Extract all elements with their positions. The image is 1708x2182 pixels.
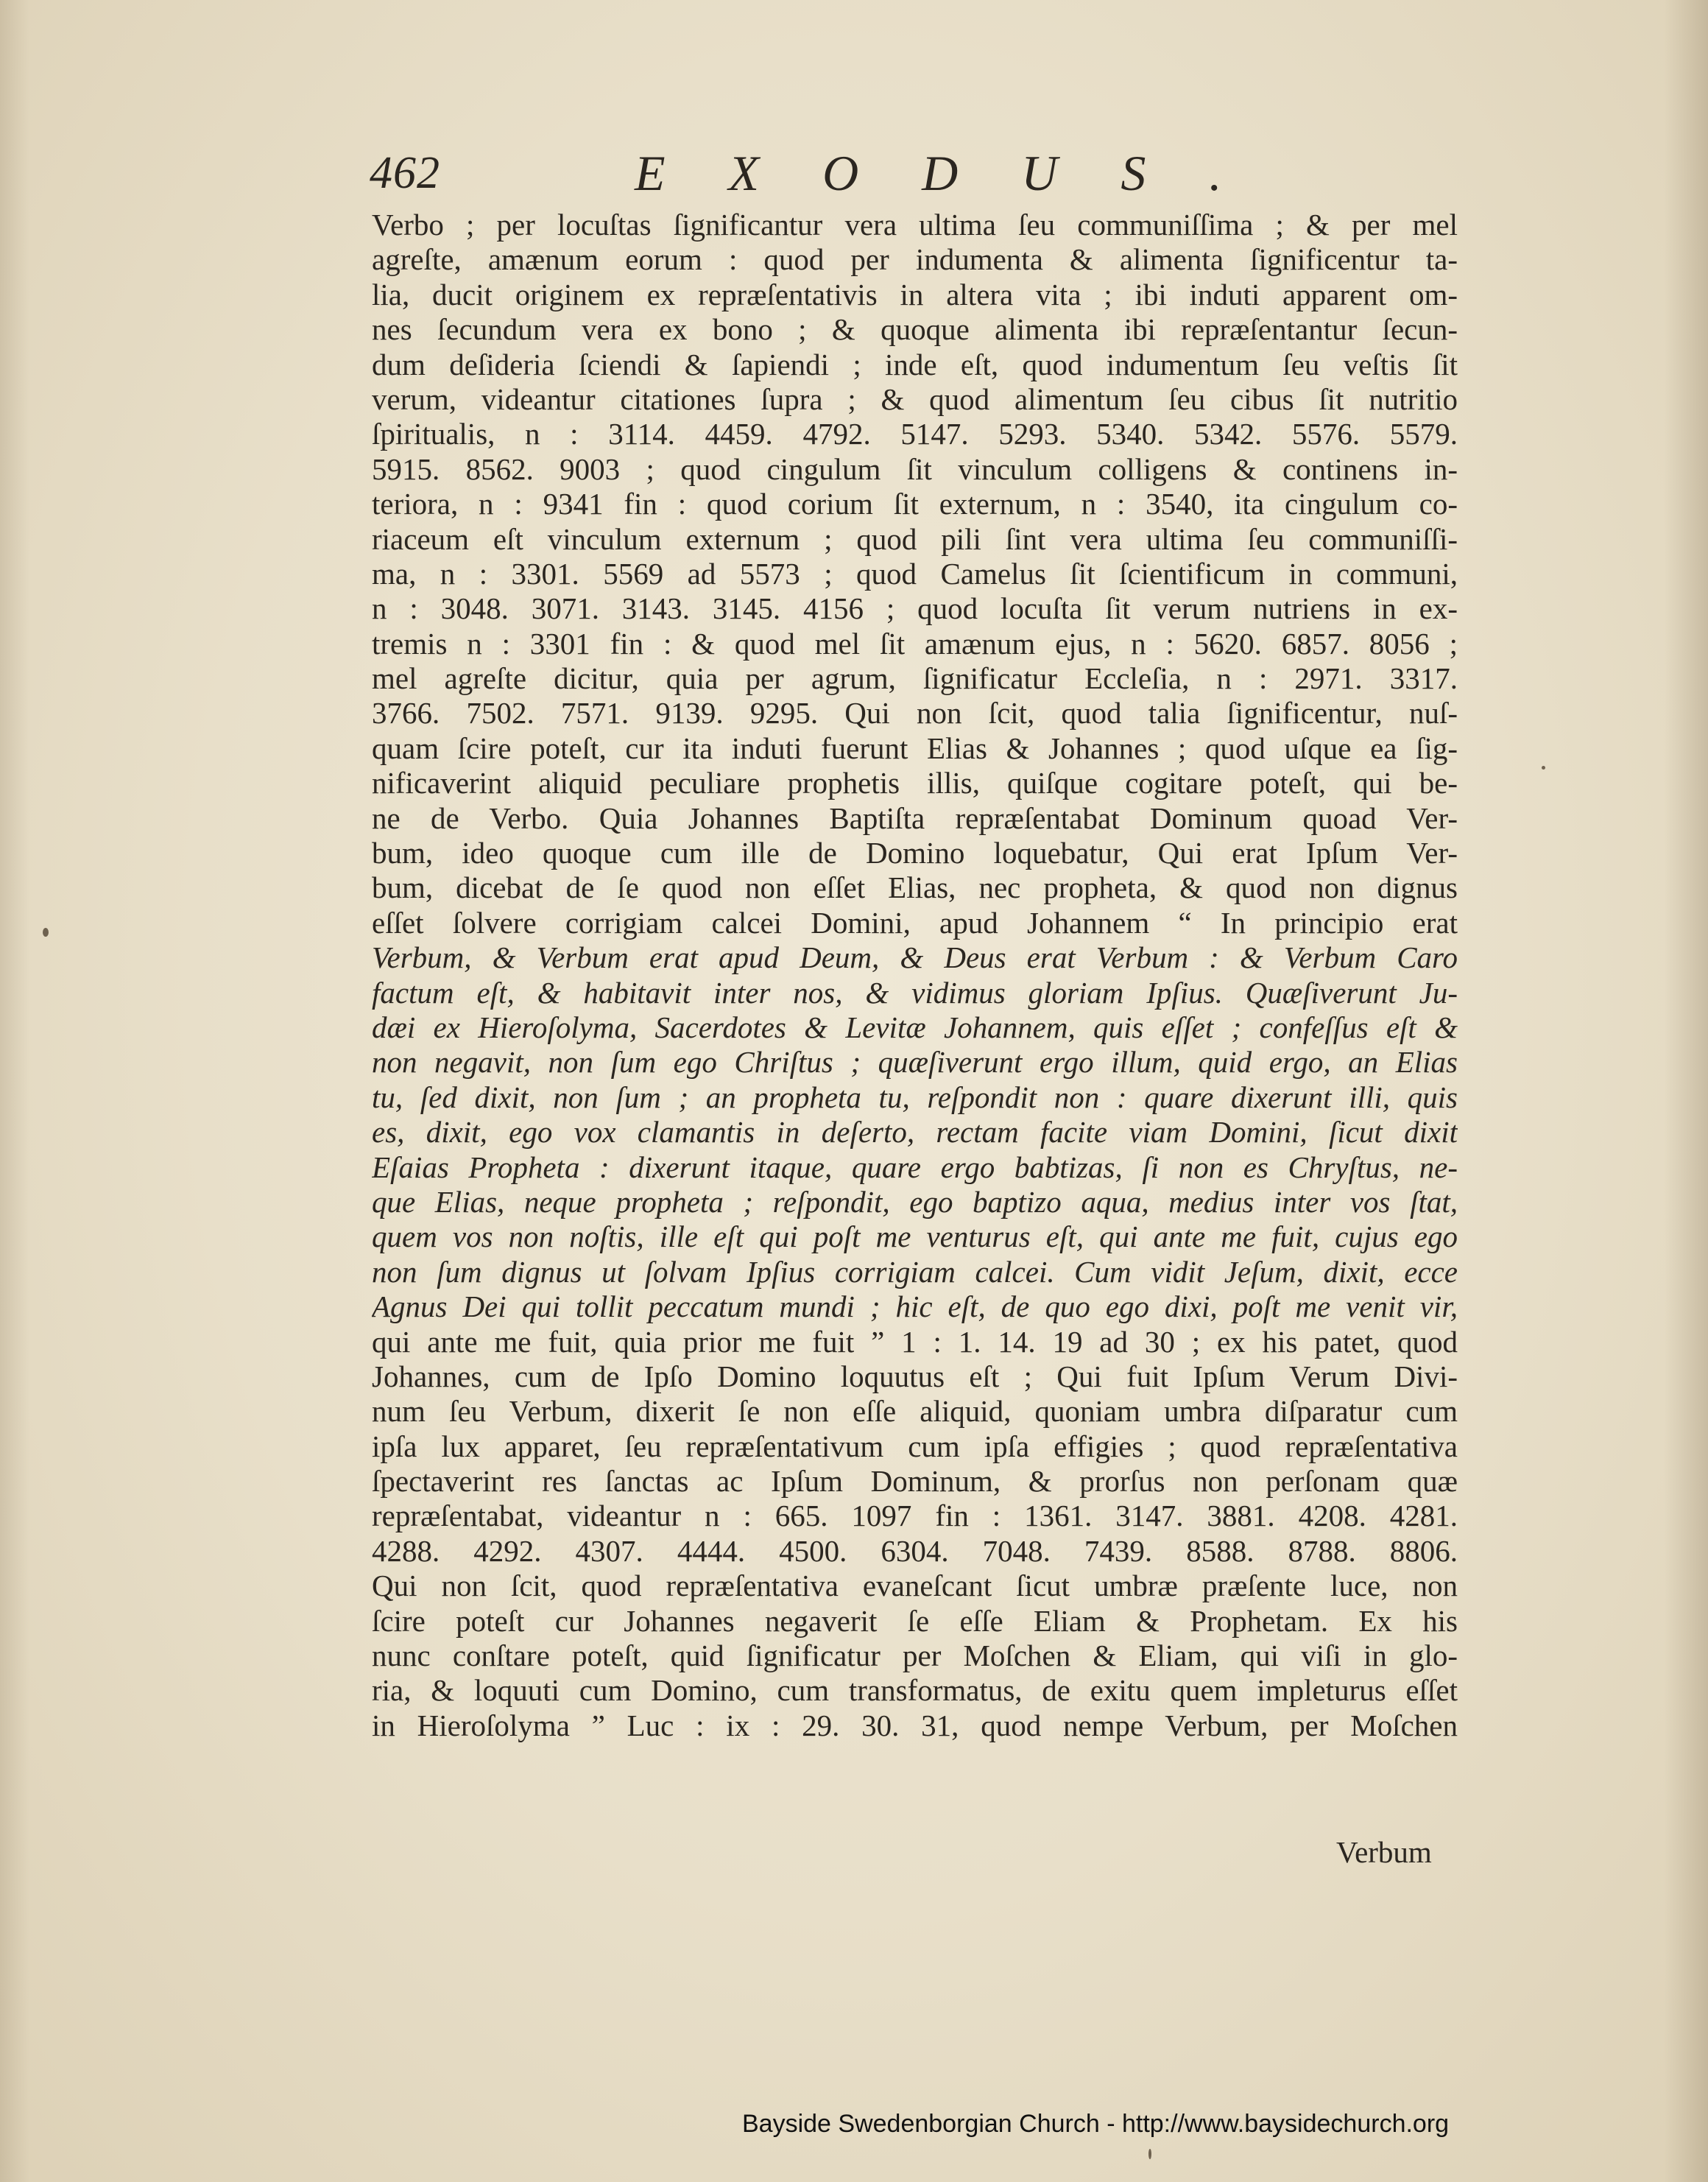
text-line: 4288. 4292. 4307. 4444. 4500. 6304. 7048. 7439. 8588. 8788. 8806. — [372, 1533, 1458, 1568]
text-line: Eſaias Propheta : dixerunt itaque, quare ergo babtizas, ſi non es Chryſtus, ne- — [372, 1150, 1458, 1184]
text-line: Verbum, & Verbum erat apud Deum, & Deus erat Verbum : & Verbum Caro — [372, 940, 1458, 975]
text-line: verum, videantur citationes ſupra ; & quod alimentum ſeu cibus ſit nutritio — [372, 381, 1458, 416]
text-line: eſſet ſolvere corrigiam calcei Domini, apud Johannem “ In principio erat — [372, 905, 1458, 940]
text-line: teriora, n : 9341 fin : quod corium ſit externum, n : 3540, ita cingulum co- — [372, 487, 1458, 521]
text-line: tremis n : 3301 fin : & quod mel ſit amænum ejus, n : 5620. 6857. 8056 ; — [372, 626, 1458, 661]
text-line: nunc conſtare poteſt, quid ſignificatur per Moſchen & Eliam, qui viſi in glo- — [372, 1639, 1458, 1673]
text-line: ma, n : 3301. 5569 ad 5573 ; quod Camelus ſit ſcientificum in communi, — [372, 556, 1458, 591]
text-line: tu, ſed dixit, non ſum ; an propheta tu, reſpondit non : quare dixerunt illi, quis — [372, 1080, 1458, 1114]
page-shadow-right — [1664, 0, 1708, 2182]
text-line: dum deſideria ſciendi & ſapiendi ; inde eſt, quod indumentum ſeu veſtis ſit — [372, 347, 1458, 381]
text-line: qui ante me fuit, quia prior me fuit ” 1 : 1. 14. 19 ad 30 ; ex his patet, quod — [372, 1324, 1458, 1359]
text-line: ria, & loquuti cum Domino, cum transformatus, de exitu quem impleturus eſſet — [372, 1673, 1458, 1708]
page-header — [370, 144, 1459, 203]
text-line: es, dixit, ego vox clamantis in deſerto, rectam facite viam Domini, ſicut dixit — [372, 1115, 1458, 1150]
ink-spot — [43, 928, 49, 937]
text-line: Johannes, cum de Ipſo Domino loquutus eſt ; Qui fuit Ipſum Verum Divi- — [372, 1359, 1458, 1393]
text-line: bum, ideo quoque cum ille de Domino loquebatur, Qui erat Ipſum Ver- — [372, 836, 1458, 870]
text-line: nificaverint aliquid peculiare prophetis illis, quiſque cogitare poteſt, qui be- — [372, 766, 1458, 800]
page-number: 462 — [370, 148, 440, 198]
text-line: factum eſt, & habitavit inter nos, & vidimus gloriam Ipſius. Quæſiverunt Ju- — [372, 975, 1458, 1010]
text-line: quem vos non noſtis, ille eſt qui poſt me venturus eſt, qui ante me fuit, cujus ego — [372, 1220, 1458, 1254]
text-line: num ſeu Verbum, dixerit ſe non eſſe aliquid, quoniam umbra diſparatur cum — [372, 1394, 1458, 1429]
ink-spot — [1148, 2149, 1151, 2159]
text-line: bum, dicebat de ſe quod non eſſet Elias, nec propheta, & quod non dignus — [372, 870, 1458, 905]
text-line: 5915. 8562. 9003 ; quod cingulum ſit vinculum colligens & continens in- — [372, 451, 1458, 486]
text-line: Verbo ; per locuſtas ſignificantur vera ultima ſeu communiſſima ; & per mel — [372, 208, 1458, 242]
text-line: mel agreſte dicitur, quia per agrum, ſignificatur Eccleſia, n : 2971. 3317. — [372, 661, 1458, 696]
text-line: quam ſcire poteſt, cur ita induti fuerunt Elias & Johannes ; quod uſque ea ſig- — [372, 731, 1458, 765]
text-line: non ſum dignus ut ſolvam Ipſius corrigiam calcei. Cum vidit Jeſum, dixit, ecce — [372, 1254, 1458, 1289]
body-text — [372, 208, 1458, 1743]
text-line: riaceum eſt vinculum externum ; quod pili ſint vera ultima ſeu communiſſi- — [372, 521, 1458, 556]
text-line: Qui non ſcit, quod repræſentativa evaneſcant ſicut umbræ præſente luce, non — [372, 1569, 1458, 1603]
text-line: ſpectaverint res ſanctas ac Ipſum Dominum, & prorſus non perſonam quæ — [372, 1464, 1458, 1499]
text-line: dæi ex Hieroſolyma, Sacerdotes & Levitæ Johannem, quis eſſet ; confeſſus eſt & — [372, 1010, 1458, 1044]
catchword: Verbum — [1336, 1835, 1432, 1869]
text-line: nes ſecundum vera ex bono ; & quoque alimenta ibi repræſentantur ſecun- — [372, 312, 1458, 347]
text-line: ne de Verbo. Quia Johannes Baptiſta repræſentabat Dominum quoad Ver- — [372, 800, 1458, 835]
running-title: EXODUS. — [635, 145, 1285, 201]
text-line: non negavit, non ſum ego Chriſtus ; quæſiverunt ergo illum, quid ergo, an Elias — [372, 1045, 1458, 1080]
page-shadow-left — [0, 0, 29, 2182]
text-line: lia, ducit originem ex repræſentativis in altera vita ; ibi induti apparent om- — [372, 277, 1458, 312]
text-line: ſpiritualis, n : 3114. 4459. 4792. 5147. 5293. 5340. 5342. 5576. 5579. — [372, 417, 1458, 451]
text-line: 3766. 7502. 7571. 9139. 9295. Qui non ſcit, quod talia ſignificentur, nuſ- — [372, 696, 1458, 731]
text-line: agreſte, amænum eorum : quod per indumenta & alimenta ſignificentur ta- — [372, 242, 1458, 277]
text-line: repræſentabat, videantur n : 665. 1097 fin : 1361. 3147. 3881. 4208. 4281. — [372, 1499, 1458, 1533]
text-line: Agnus Dei qui tollit peccatum mundi ; hic eſt, de quo ego dixi, poſt me venit vir, — [372, 1289, 1458, 1324]
text-line: ipſa lux apparet, ſeu repræſentativum cum ipſa effigies ; quod repræſentativa — [372, 1429, 1458, 1463]
text-line: in Hieroſolyma ” Luc : ix : 29. 30. 31, quod nempe Verbum, per Moſchen — [372, 1708, 1458, 1742]
text-line: que Elias, neque propheta ; reſpondit, ego baptizo aqua, medius inter vos ſtat, — [372, 1184, 1458, 1219]
watermark-text: Bayside Swedenborgian Church - http://www.baysidechurch.org — [742, 2110, 1450, 2138]
ink-spot — [1542, 766, 1545, 770]
text-line: n : 3048. 3071. 3143. 3145. 4156 ; quod locuſta ſit verum nutriens in ex- — [372, 591, 1458, 626]
text-line: ſcire poteſt cur Johannes negaverit ſe eſſe Eliam & Prophetam. Ex his — [372, 1603, 1458, 1638]
